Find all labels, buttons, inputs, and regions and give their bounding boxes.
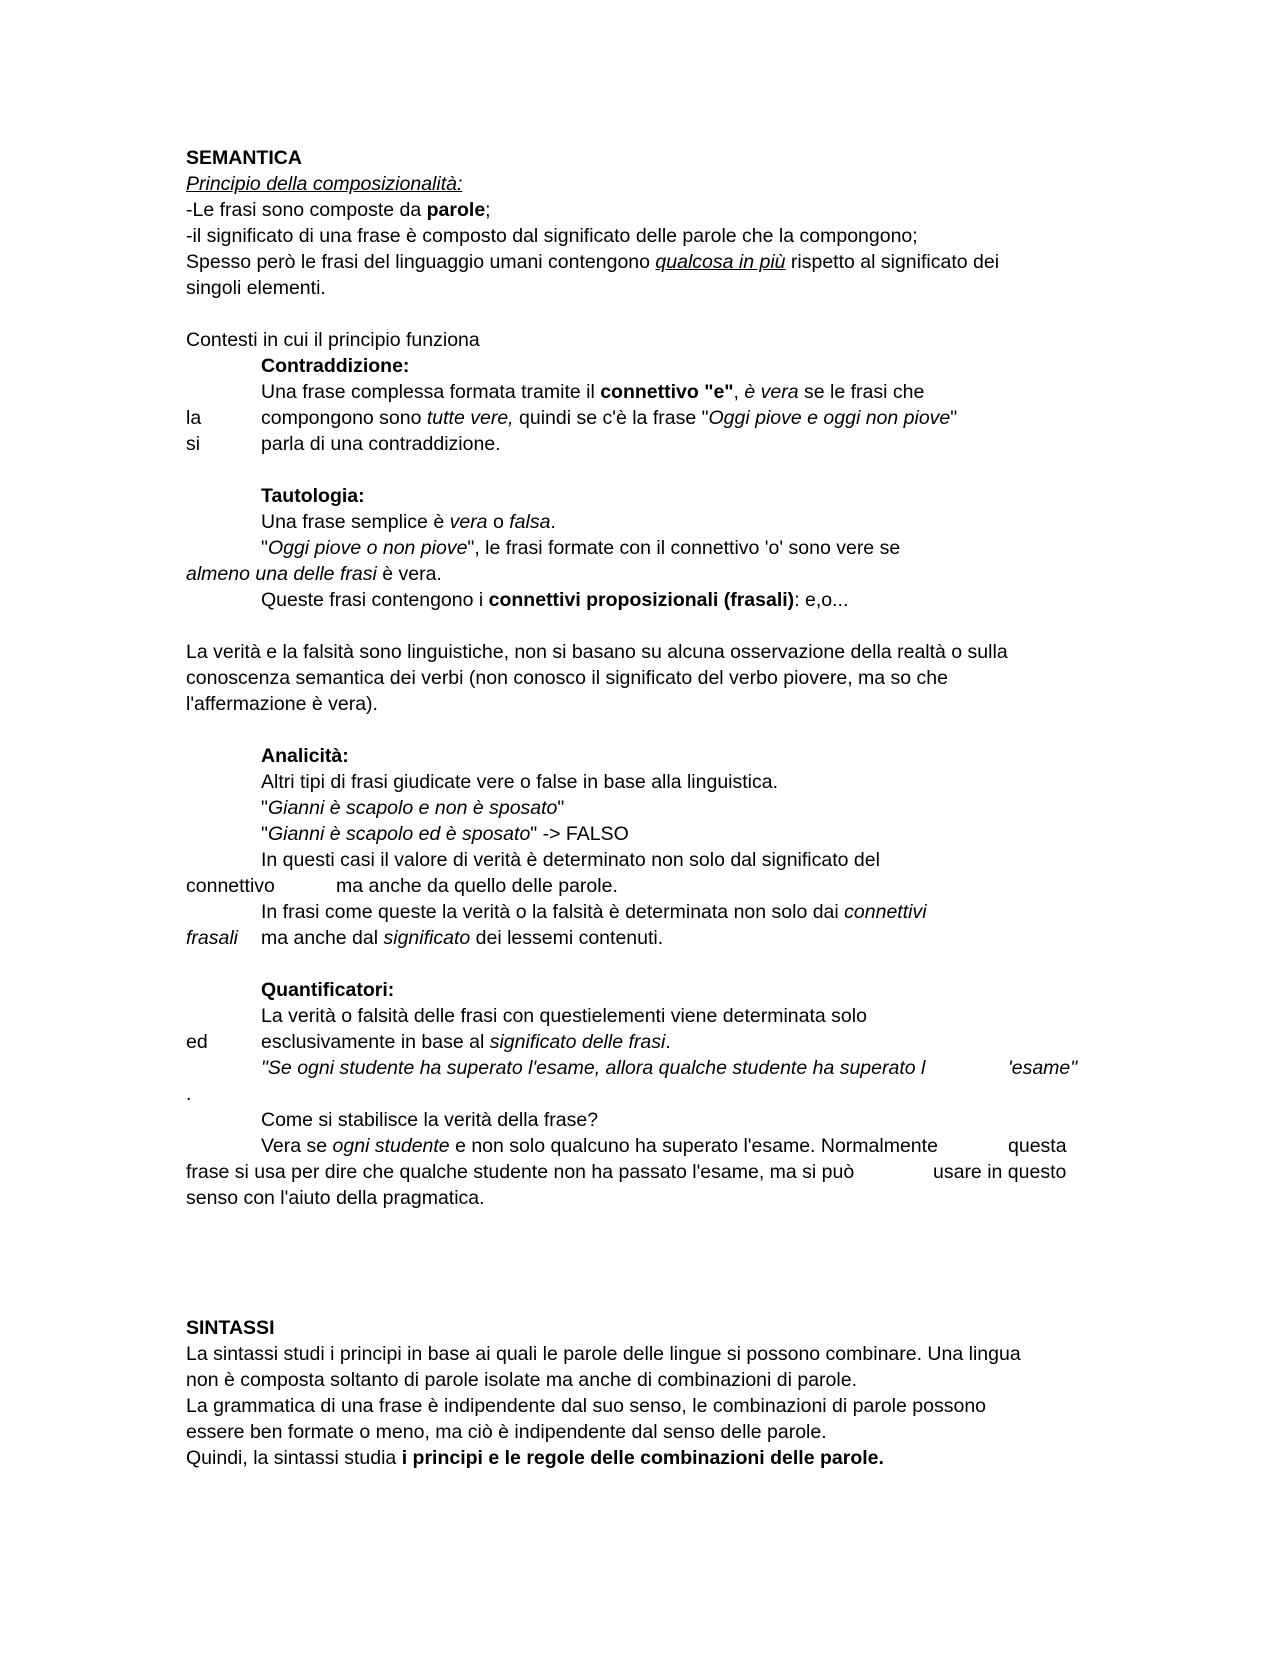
paragraph-line: Vera se ogni studente e non solo qualcuno ha superato l'esame. Normalmente <box>261 1135 938 1157</box>
paragraph-line: La verità e la falsità sono linguistiche, non si basano su alcuna osservazione della realtà o sulla <box>186 641 1008 663</box>
paragraph-line: l'affermazione è vera). <box>186 693 378 715</box>
paragraph-line: Una frase semplice è vera o falsa. <box>261 511 556 533</box>
paragraph-line: Spesso però le frasi del linguaggio umani contengono qualcosa in più rispetto al significato dei <box>186 251 1000 273</box>
paragraph-line: "Oggi piove o non piove", le frasi formate con il connettivo 'o' sono vere se <box>261 537 901 559</box>
contexts-line: Contesti in cui il principio funziona <box>186 329 480 351</box>
example-line: "Gianni è scapolo e non è sposato" <box>261 797 565 819</box>
example-line: "Gianni è scapolo ed è sposato" -> FALSO <box>261 823 629 845</box>
paragraph-line: compongono sono tutte vere, quindi se c'è la frase "Oggi piove e oggi non piove" <box>261 407 958 429</box>
paragraph-line: -il significato di una frase è composto dal significato delle parole che la compongono; <box>186 225 918 247</box>
margin-word: si <box>186 433 201 455</box>
paragraph-line: ma anche da quello delle parole. <box>336 875 618 897</box>
paragraph-line: In questi casi il valore di verità è determinato non solo dal significato del <box>261 849 880 871</box>
paragraph-line: Queste frasi contengono i connettivi proposizionali (frasali): e,o... <box>261 589 849 611</box>
paragraph-line: Una frase complessa formata tramite il connettivo "e", è vera se le frasi che <box>261 381 925 403</box>
subheading-quantificatori: Quantificatori: <box>261 979 395 1001</box>
subheading-tautologia: Tautologia: <box>261 485 365 507</box>
paragraph-line: La verità o falsità delle frasi con questielementi viene determinata solo <box>261 1005 867 1027</box>
paragraph-line: -Le frasi sono composte da parole; <box>186 199 491 221</box>
subheading-contraddizione: Contraddizione: <box>261 355 410 377</box>
principle-heading: Principio della composizionalità: <box>186 173 463 195</box>
example-line-end: 'esame" <box>1008 1057 1078 1079</box>
paragraph-line: frase si usa per dire che qualche studente non ha passato l'esame, ma si può <box>186 1161 855 1183</box>
paragraph-line: non è composta soltanto di parole isolate ma anche di combinazioni di parole. <box>186 1369 857 1391</box>
paragraph-line: parla di una contraddizione. <box>261 433 501 455</box>
margin-word: connettivo <box>186 875 275 897</box>
margin-word: ed <box>186 1031 208 1053</box>
paragraph-line: esclusivamente in base al significato delle frasi. <box>261 1031 671 1053</box>
section-title-sintassi: SINTASSI <box>186 1317 275 1339</box>
margin-word: la <box>186 407 202 429</box>
stray-dot: . <box>186 1083 192 1105</box>
paragraph-line: Altri tipi di frasi giudicate vere o false in base alla linguistica. <box>261 771 779 793</box>
paragraph-line: conoscenza semantica dei verbi (non conosco il significato del verbo piovere, ma so che <box>186 667 948 689</box>
paragraph-line: Come si stabilisce la verità della frase? <box>261 1109 599 1131</box>
paragraph-line: La grammatica di una frase è indipendente dal suo senso, le combinazioni di parole possono <box>186 1395 987 1417</box>
subheading-analicita: Analicità: <box>261 745 349 767</box>
paragraph-line-end: usare in questo <box>933 1161 1067 1183</box>
paragraph-line: singoli elementi. <box>186 277 326 299</box>
paragraph-line: Quindi, la sintassi studia i principi e le regole delle combinazioni delle parole. <box>186 1447 884 1469</box>
paragraph-line: In frasi come queste la verità o la falsità è determinata non solo dai connettivi <box>261 901 927 923</box>
paragraph-line: almeno una delle frasi è vera. <box>186 563 442 585</box>
margin-word: frasali <box>186 927 239 949</box>
paragraph-line: ma anche dal significato dei lessemi contenuti. <box>261 927 664 949</box>
paragraph-line: senso con l'aiuto della pragmatica. <box>186 1187 485 1209</box>
paragraph-line: essere ben formate o meno, ma ciò è indipendente dal senso delle parole. <box>186 1421 827 1443</box>
example-line: "Se ogni studente ha superato l'esame, allora qualche studente ha superato l <box>261 1057 926 1079</box>
paragraph-line: La sintassi studi i principi in base ai quali le parole delle lingue si possono combinare. Una lingua <box>186 1343 1021 1365</box>
section-title-semantica: SEMANTICA <box>186 147 302 169</box>
paragraph-line-end: questa <box>1008 1135 1067 1157</box>
